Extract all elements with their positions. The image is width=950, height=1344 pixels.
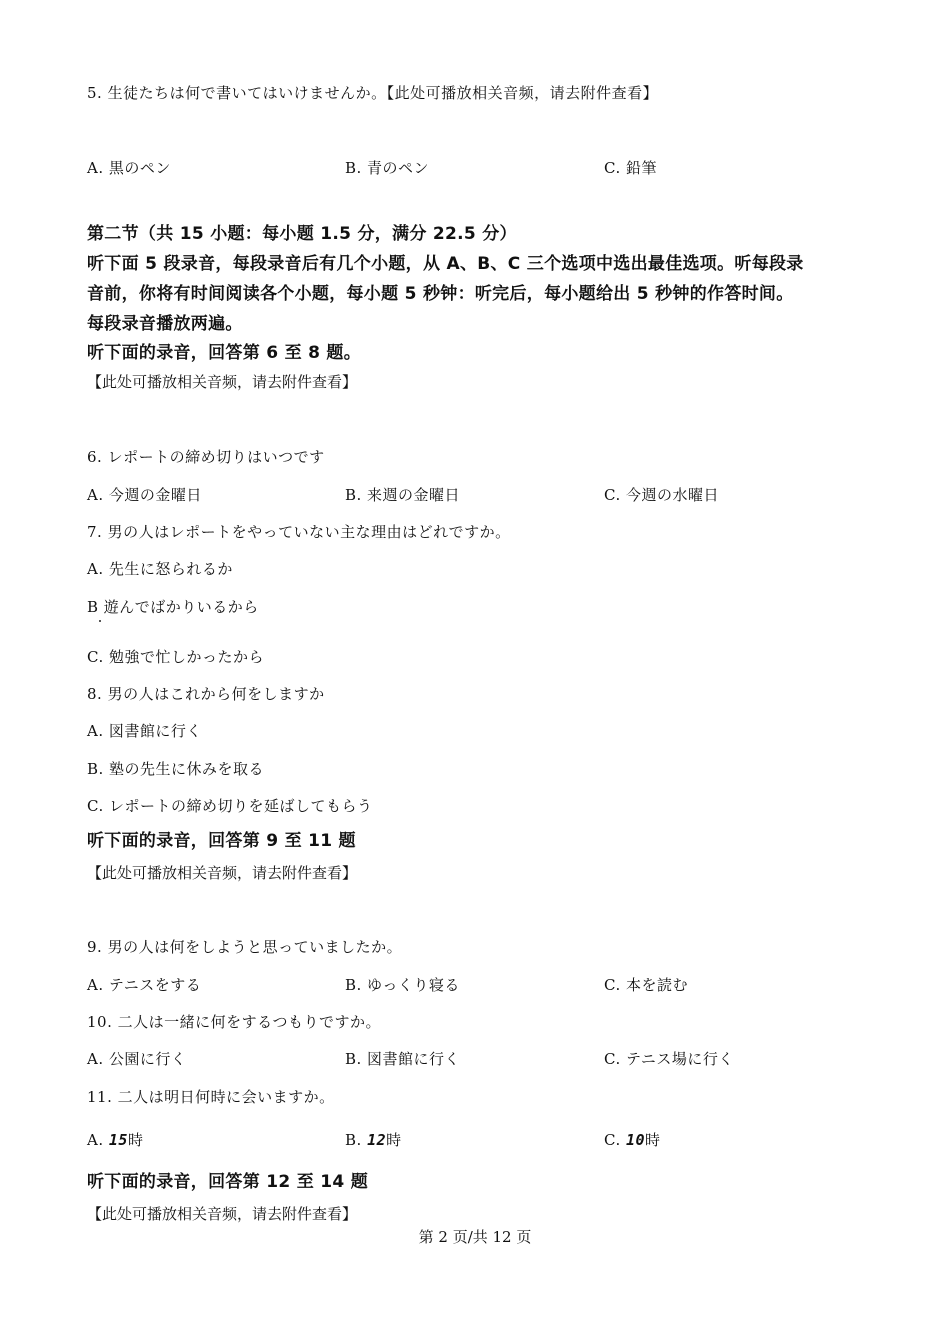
question-8-text: 8. 男の人はこれから何をしますか	[87, 685, 325, 703]
option-hour-unit: 時	[386, 1131, 402, 1149]
question-9-option-a: A. テニスをする	[87, 976, 202, 994]
option-b-period-dot	[99, 620, 101, 622]
page-footer: 第 2 页/共 12 页	[418, 1228, 532, 1246]
question-7-option-b: B 遊んでばかりいるから	[87, 598, 259, 616]
question-8-option-c: C. レポートの締め切りを延ばしてもらう	[87, 797, 373, 815]
option-label: A.	[87, 1131, 109, 1149]
question-10-text: 10. 二人は一緒に何をするつもりですか。	[87, 1013, 381, 1031]
question-9-text: 9. 男の人は何をしようと思っていましたか。	[87, 938, 403, 956]
question-5-option-b: B. 青のペン	[345, 159, 430, 177]
section-2-instruction-line-2: 音前，你将有时间阅读各个小题，每小题 5 秒钟：听完后，每小题给出 5 秒钟的作答时间。	[87, 284, 794, 304]
group-1-audio-note: 【此处可播放相关音频，请去附件查看】	[87, 373, 358, 391]
group-2-audio-note: 【此处可播放相关音频，请去附件查看】	[87, 864, 358, 882]
option-hour-unit: 時	[645, 1131, 661, 1149]
question-7-option-c: C. 勉強で忙しかったから	[87, 648, 264, 666]
question-6-text: 6. レポートの締め切りはいつです	[87, 448, 325, 466]
group-3-audio-note: 【此处可播放相关音频，请去附件查看】	[87, 1205, 358, 1223]
group-2-heading: 听下面的录音，回答第 9 至 11 题	[87, 831, 356, 851]
question-8-option-b: B. 塾の先生に休みを取る	[87, 760, 265, 778]
question-7-option-a: A. 先生に怒られるか	[87, 560, 233, 578]
option-hour-number: 15	[108, 1131, 128, 1149]
question-6-option-a: A. 今週の金曜日	[87, 486, 202, 504]
option-label: C.	[604, 1131, 626, 1149]
question-11-option-b	[345, 1129, 402, 1150]
question-6-option-c: C. 今週の水曜日	[604, 486, 719, 504]
question-7-text: 7. 男の人はレポートをやっていない主な理由はどれですか。	[87, 523, 511, 541]
question-10-option-c: C. テニス場に行く	[604, 1050, 734, 1068]
question-9-option-b: B. ゆっくり寝る	[345, 976, 460, 994]
question-5-option-c: C. 鉛筆	[604, 159, 657, 177]
option-hour-number: 12	[367, 1131, 387, 1149]
option-hour-number: 10	[625, 1131, 646, 1149]
section-2-instruction-line-1: 听下面 5 段录音，每段录音后有几个小题，从 A、B、C 三个选项中选出最佳选项。听每段录	[87, 254, 804, 274]
question-9-option-c: C. 本を読む	[604, 976, 688, 994]
section-2-instruction-line-3: 每段录音播放两遍。	[87, 314, 243, 334]
question-8-option-a: A. 図書館に行く	[87, 722, 202, 740]
question-11-text: 11. 二人は明日何時に会いますか。	[87, 1088, 335, 1106]
question-11-option-c	[604, 1129, 661, 1150]
group-3-heading: 听下面的录音，回答第 12 至 14 题	[87, 1172, 368, 1192]
question-6-option-b: B. 来週の金曜日	[345, 486, 461, 504]
question-5-option-a: A. 黒のペン	[87, 159, 171, 177]
question-10-option-b: B. 図書館に行く	[345, 1050, 461, 1068]
group-1-heading: 听下面的录音，回答第 6 至 8 题。	[87, 343, 362, 363]
question-5-text: 5. 生徒たちは何で書いてはいけませんか。【此处可播放相关音频，请去附件查看】	[87, 84, 659, 102]
question-10-option-a: A. 公園に行く	[87, 1050, 187, 1068]
option-hour-unit: 時	[127, 1131, 144, 1149]
option-label: B.	[345, 1131, 368, 1149]
question-11-option-a	[87, 1129, 143, 1150]
section-2-title: 第二节（共 15 小题：每小题 1.5 分，满分 22.5 分）	[87, 224, 517, 244]
